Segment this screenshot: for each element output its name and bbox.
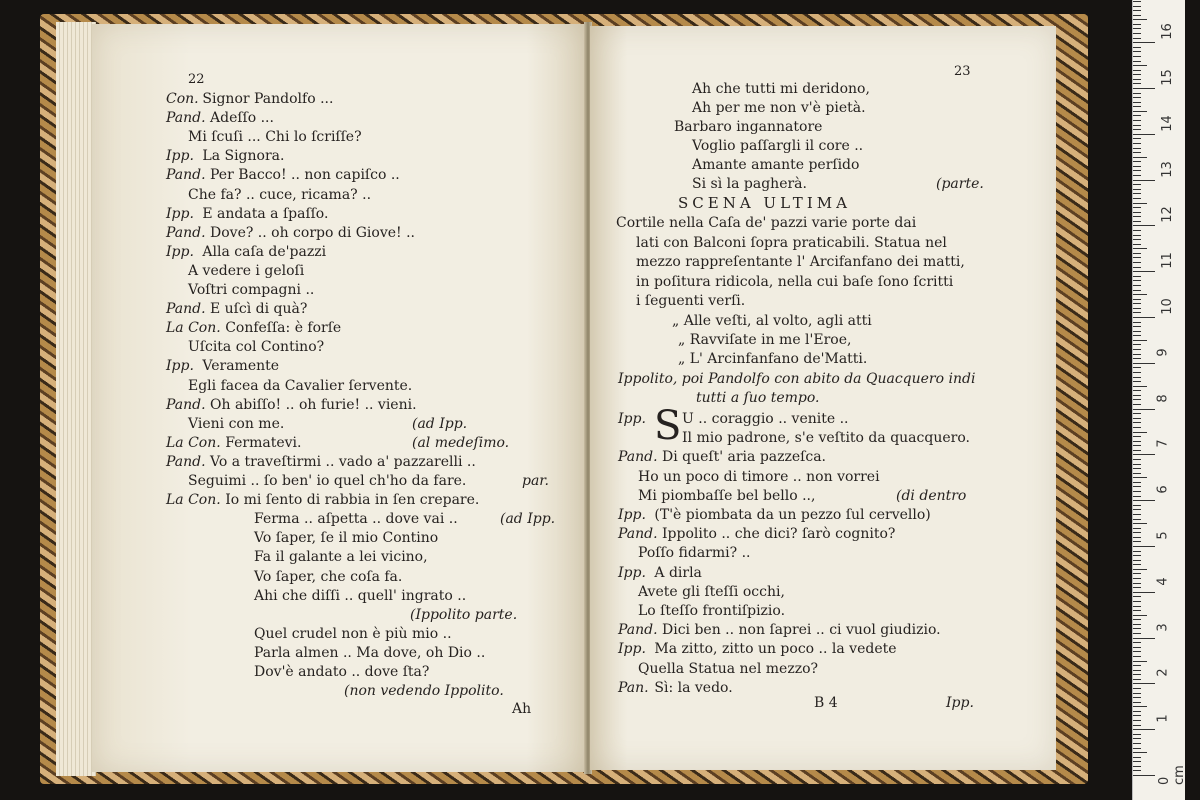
ruler-tick — [1133, 33, 1141, 34]
ruler-tick — [1133, 454, 1155, 455]
ruler-tick — [1133, 74, 1141, 75]
ruler-tick — [1133, 583, 1141, 584]
ruler-tick — [1133, 111, 1147, 112]
page-edges — [56, 22, 96, 776]
text-line: U .. coraggio .. venite .. — [682, 411, 849, 427]
setting-line: i ſeguenti verſi. — [636, 293, 746, 309]
ruler-tick — [1133, 294, 1147, 295]
ruler-tick — [1133, 70, 1141, 71]
ruler-tick — [1133, 331, 1141, 332]
speaker-name: Pand. — [618, 449, 658, 466]
text-line: Vo a traveſtirmi .. vado a' pazzarelli .. — [210, 453, 476, 470]
ruler-tick — [1133, 661, 1147, 662]
speaker-name: Pan. — [618, 679, 649, 696]
speaker-name: Ipp. — [618, 411, 646, 427]
ruler-label: 16 — [1159, 23, 1175, 40]
ruler-tick — [1133, 601, 1141, 602]
ruler-tick — [1133, 693, 1141, 694]
ruler-tick — [1133, 271, 1155, 272]
speaker-name: Pand. — [166, 167, 206, 184]
drop-capital: S — [654, 403, 682, 449]
ruler-tick — [1133, 335, 1141, 336]
ruler-tick — [1133, 129, 1141, 130]
ruler-tick — [1133, 450, 1141, 451]
text-line: Uſcita col Contino? — [188, 339, 325, 356]
ruler-tick — [1133, 175, 1141, 176]
ruler-tick — [1133, 322, 1141, 323]
ruler-tick — [1133, 15, 1141, 16]
text-line: Sì: la vedo. — [654, 679, 733, 696]
stage-direction: (non vedendo Ippolito. — [344, 683, 504, 700]
stage-direction: (Ippolito parte. — [410, 606, 518, 623]
ruler-tick — [1133, 1, 1141, 2]
setting-line: in poſitura ridicola, nella cui baſe ſono ſcritti — [636, 273, 954, 290]
text-line: Di queſt' aria pazzeſca. — [662, 449, 827, 466]
ruler-label: 11 — [1159, 252, 1175, 269]
ruler-tick — [1133, 679, 1141, 680]
speaker-name: Ipp. — [618, 564, 646, 581]
ruler-tick — [1133, 541, 1141, 542]
ruler-tick — [1133, 28, 1141, 29]
ruler-tick — [1133, 432, 1147, 433]
ruler-label: 15 — [1159, 69, 1175, 86]
text-line: Fa il galante a lei vicino, — [254, 549, 428, 566]
text-line: Vo ſaper, ſe il mio Contino — [254, 530, 439, 547]
speaker-name: La Con. — [166, 434, 221, 451]
text-line: Per Bacco! .. non capiſco .. — [210, 167, 400, 184]
ruler-label: 13 — [1159, 160, 1175, 178]
ruler-tick — [1133, 775, 1155, 776]
text-line: Confeſſa: è forſe — [225, 320, 342, 337]
ruler-label: 14 — [1159, 115, 1175, 132]
ruler-tick — [1133, 193, 1141, 194]
ruler-tick — [1133, 138, 1141, 139]
ruler-tick — [1133, 6, 1141, 7]
ruler-tick — [1133, 326, 1141, 327]
text-line: Avete gli ſteſſi occhi, — [638, 583, 785, 600]
stage-direction: (ad Ipp. — [500, 511, 556, 528]
ruler-tick — [1133, 152, 1141, 153]
ruler-label: 7 — [1155, 439, 1171, 449]
ruler-tick — [1133, 633, 1141, 634]
text-line: Dov'è andato .. dove ſta? — [254, 664, 430, 680]
stage-direction: (di dentro — [896, 487, 967, 504]
inscription-line: „ Alle veſti, al volto, agli atti — [672, 313, 872, 329]
speaker-name: Pand. — [166, 396, 206, 413]
setting-line: Cortile nella Caſa de' pazzi varie porte dai — [616, 215, 917, 231]
right-page — [590, 26, 1056, 770]
ruler-tick — [1133, 592, 1155, 593]
ruler-tick — [1133, 505, 1141, 506]
catchword: Ah — [512, 701, 532, 717]
ruler-tick — [1133, 569, 1147, 570]
speaker-name: Pand. — [618, 622, 658, 639]
ruler-tick — [1133, 244, 1141, 245]
ruler-tick — [1133, 711, 1141, 712]
ruler-tick — [1133, 523, 1147, 524]
ruler-label: 10 — [1159, 298, 1175, 315]
text-line: Ippolito .. che dici? ſarò cognito? — [662, 526, 896, 543]
text-line: Vo ſaper, che coſa fa. — [254, 568, 403, 585]
text-line: Fermatevi. — [225, 434, 302, 451]
ruler-tick — [1133, 683, 1155, 684]
ruler-tick — [1133, 486, 1141, 487]
ruler-tick — [1133, 532, 1141, 533]
ruler-tick — [1133, 665, 1141, 666]
ruler-tick — [1133, 19, 1147, 20]
ruler-tick — [1133, 349, 1141, 350]
text-line: Dove? .. oh corpo di Giove! .. — [210, 224, 416, 241]
text-line: E uſcì di quà? — [210, 301, 308, 318]
ruler-tick — [1133, 257, 1141, 258]
ruler-tick — [1133, 422, 1141, 423]
speaker-name: Ipp. — [166, 358, 194, 375]
ruler-label: 9 — [1155, 348, 1171, 357]
text-line: Voglio paſſargli il core .. — [692, 138, 864, 154]
ruler-tick — [1133, 276, 1141, 277]
text-line: La Signora. — [202, 148, 285, 165]
speaker-name: Ipp. — [166, 205, 194, 222]
ruler-tick — [1133, 83, 1141, 84]
text-line: Che fa? .. cuce, ricama? .. — [188, 186, 372, 203]
ruler-tick — [1133, 303, 1141, 304]
ruler-tick — [1133, 115, 1141, 116]
speaker-name: Ipp. — [166, 148, 194, 165]
ruler-tick — [1133, 285, 1141, 286]
ruler-tick — [1133, 413, 1141, 414]
entrance-line: tutti a ſuo tempo. — [696, 390, 820, 406]
ruler-tick — [1133, 477, 1147, 478]
text-line: Quel crudel non è più mio .. — [254, 625, 452, 642]
setting-line: lati con Balconi ſopra praticabili. Statua nel — [636, 234, 947, 251]
ruler-tick — [1133, 464, 1141, 465]
ruler-tick — [1133, 377, 1141, 378]
text-line: Io mi ſento di rabbia in ſen crepare. — [225, 492, 480, 509]
ruler-tick — [1133, 688, 1141, 689]
ruler-tick — [1133, 519, 1141, 520]
text-line: Veramente — [202, 358, 280, 375]
ruler-tick — [1133, 390, 1141, 391]
text-line: Ah che tutti mi deridono, — [692, 81, 870, 97]
ruler-tick — [1133, 459, 1141, 460]
speaker-name: Con. — [166, 91, 199, 107]
ruler-tick — [1133, 367, 1141, 368]
ruler-tick — [1133, 248, 1147, 249]
ruler-tick — [1133, 184, 1141, 185]
ruler-tick — [1133, 496, 1141, 497]
ruler-tick — [1133, 606, 1141, 607]
ruler-tick — [1133, 642, 1141, 643]
ruler-tick — [1133, 395, 1141, 396]
ruler-tick — [1133, 216, 1141, 217]
ruler-tick — [1133, 587, 1141, 588]
speaker-name: Pand. — [166, 224, 206, 241]
text-line: Ahi che diſſi .. quell' ingrato .. — [254, 587, 467, 604]
ruler-tick — [1133, 399, 1141, 400]
ruler-tick — [1133, 757, 1141, 758]
ruler-tick — [1133, 93, 1141, 94]
ruler-tick — [1133, 404, 1141, 405]
stage-direction: (parte. — [936, 176, 984, 192]
ruler-tick — [1133, 363, 1155, 364]
ruler-tick — [1133, 674, 1141, 675]
ruler-tick — [1133, 418, 1141, 419]
setting-line: mezzo rappreſentante l' Arcifanfano dei matti, — [636, 254, 965, 270]
ruler-tick — [1133, 386, 1147, 387]
text-line: Voſtri compagni .. — [188, 282, 315, 298]
ruler-tick — [1133, 230, 1141, 231]
ruler-tick — [1133, 528, 1141, 529]
ruler-tick — [1133, 253, 1141, 254]
ruler-tick — [1133, 317, 1155, 318]
ruler-tick — [1133, 299, 1141, 300]
stage-direction: (al medeſimo. — [412, 434, 510, 451]
text-line: Quella Statua nel mezzo? — [638, 660, 819, 677]
stage-direction: (ad Ipp. — [412, 415, 468, 432]
ruler-tick — [1133, 624, 1141, 625]
ruler-label: 4 — [1155, 577, 1171, 586]
text-line: (T'è piombata da un pezzo ſul cervello) — [654, 507, 931, 523]
speaker-name: Ipp. — [618, 641, 646, 658]
text-line: Si sì la pagherà. — [692, 176, 807, 192]
ruler-tick — [1133, 207, 1141, 208]
ruler-tick — [1133, 24, 1141, 25]
ruler-tick — [1133, 409, 1155, 410]
ruler-tick — [1133, 262, 1141, 263]
ruler-tick — [1133, 47, 1141, 48]
ruler-tick — [1133, 10, 1141, 11]
ruler-tick — [1133, 610, 1141, 611]
text-line: Signor Pandolfo ... — [202, 91, 334, 107]
page-number: 22 — [188, 72, 205, 87]
speaker-name: Pand. — [618, 526, 658, 543]
ruler-tick — [1133, 56, 1141, 57]
ruler-label: 8 — [1155, 393, 1171, 403]
catchword: Ipp. — [946, 695, 974, 711]
ruler-tick — [1133, 161, 1141, 162]
ruler-tick — [1133, 715, 1141, 716]
speaker-name: Pand. — [166, 110, 206, 127]
ruler-tick — [1133, 180, 1155, 181]
ruler-tick — [1133, 97, 1141, 98]
ruler-tick — [1133, 239, 1141, 240]
text-line: Alla caſa de'pazzi — [202, 243, 327, 260]
ruler-tick — [1133, 106, 1141, 107]
speaker-name: Ipp. — [166, 243, 194, 260]
ruler-tick — [1133, 225, 1155, 226]
ruler-tick — [1133, 340, 1147, 341]
ruler-tick — [1133, 702, 1141, 703]
ruler-tick — [1133, 189, 1141, 190]
ruler-tick — [1133, 738, 1141, 739]
ruler-tick — [1133, 752, 1147, 753]
text-line: Il mio padrone, s'e veſtito da quacquero. — [682, 430, 970, 447]
ruler-tick — [1133, 221, 1141, 222]
ruler-tick — [1133, 743, 1141, 744]
text-line: Ah per me non v'è pietà. — [692, 100, 866, 116]
text-line: Barbaro ingannatore — [674, 119, 823, 135]
ruler-tick — [1133, 354, 1141, 355]
signature-mark: B 4 — [814, 695, 838, 711]
ruler-tick — [1133, 729, 1155, 730]
inscription-line: „ Ravviſate in me l'Eroe, — [678, 332, 852, 348]
inscription-line: „ L' Arcinfanfano de'Matti. — [678, 351, 868, 367]
measuring-ruler — [1132, 0, 1185, 800]
ruler-tick — [1133, 372, 1141, 373]
text-line: Ferma .. aſpetta .. dove vai .. — [254, 511, 458, 528]
ruler-tick — [1133, 312, 1141, 313]
text-line: Mi ſcuſi ... Chi lo ſcriſſe? — [188, 129, 362, 146]
ruler-tick — [1133, 427, 1141, 428]
ruler-tick — [1133, 148, 1141, 149]
text-line: Dici ben .. non ſaprei .. ci vuol giudizio. — [662, 622, 941, 639]
ruler-tick — [1133, 267, 1141, 268]
ruler-tick — [1133, 638, 1155, 639]
ruler-label: 3 — [1155, 622, 1171, 632]
ruler-tick — [1133, 670, 1141, 671]
ruler-tick — [1133, 280, 1141, 281]
text-line: Vieni con me. — [188, 415, 285, 432]
ruler-tick — [1133, 436, 1141, 437]
ruler-tick — [1133, 560, 1141, 561]
text-line: Parla almen .. Ma dove, oh Dio .. — [254, 644, 486, 661]
ruler-tick — [1133, 51, 1141, 52]
text-line: Ho un poco di timore .. non vorrei — [638, 468, 880, 485]
ruler-tick — [1133, 198, 1141, 199]
ruler-tick — [1133, 344, 1141, 345]
ruler-tick — [1133, 770, 1141, 771]
ruler-tick — [1133, 615, 1147, 616]
ruler-tick — [1133, 358, 1141, 359]
ruler-tick — [1133, 170, 1141, 171]
ruler-tick — [1133, 120, 1141, 121]
ruler-tick — [1133, 125, 1141, 126]
ruler-label: 1 — [1155, 714, 1171, 723]
ruler-tick — [1133, 500, 1155, 501]
stage-direction: par. — [522, 473, 549, 489]
speaker-name: Pand. — [166, 453, 206, 470]
ruler-tick — [1133, 647, 1141, 648]
text-line: Amante amante perſido — [692, 157, 860, 173]
ruler-tick — [1133, 212, 1141, 213]
ruler-tick — [1133, 445, 1141, 446]
ruler-tick — [1133, 38, 1141, 39]
speaker-name: La Con. — [166, 492, 221, 509]
ruler-tick — [1133, 491, 1141, 492]
ruler-tick — [1133, 564, 1141, 565]
ruler-tick — [1133, 509, 1141, 510]
ruler-tick — [1133, 308, 1141, 309]
ruler-tick — [1133, 79, 1141, 80]
text-line: Adeſſo ... — [210, 110, 274, 127]
text-line: Lo ſteſſo frontiſpizio. — [638, 603, 786, 619]
ruler-label: 0 cm — [1157, 765, 1187, 785]
text-line: E andata a ſpaſſo. — [202, 205, 329, 222]
ruler-label: 12 — [1159, 206, 1175, 224]
ruler-tick — [1133, 551, 1141, 552]
ruler-tick — [1133, 473, 1141, 474]
text-line: Oh abiſſo! .. oh furie! .. vieni. — [210, 396, 417, 413]
ruler-tick — [1133, 766, 1141, 767]
ruler-tick — [1133, 725, 1141, 726]
ruler-tick — [1133, 619, 1141, 620]
ruler-tick — [1133, 628, 1141, 629]
ruler-tick — [1133, 555, 1141, 556]
text-line: Seguimi .. ſo ben' io quel ch'ho da fare. — [188, 473, 467, 489]
text-line: Ma zitto, zitto un poco .. la vedete — [654, 641, 897, 658]
ruler-tick — [1133, 573, 1141, 574]
ruler-tick — [1133, 578, 1141, 579]
ruler-tick — [1133, 203, 1147, 204]
text-line: Egli facea da Cavalier ſervente. — [188, 377, 413, 394]
ruler-tick — [1133, 42, 1155, 43]
ruler-tick — [1133, 134, 1155, 135]
text-line: Poſſo fidarmi? .. — [638, 545, 751, 562]
ruler-tick — [1133, 468, 1141, 469]
ruler-tick — [1133, 381, 1141, 382]
ruler-tick — [1133, 157, 1147, 158]
text-line: Mi piombaſſe bel bello .., — [638, 487, 816, 504]
ruler-tick — [1133, 651, 1141, 652]
ruler-tick — [1133, 65, 1147, 66]
ruler-label: 5 — [1155, 531, 1171, 540]
ruler-tick — [1133, 546, 1155, 547]
left-page — [92, 24, 586, 772]
speaker-name: La Con. — [166, 320, 221, 337]
ruler-tick — [1133, 537, 1141, 538]
text-line: A vedere i geloſi — [188, 262, 305, 279]
ruler-tick — [1133, 482, 1141, 483]
entrance-line: Ippolito, poi Pandolfo con abito da Quacquero indi — [618, 371, 976, 387]
ruler-tick — [1133, 720, 1141, 721]
scene-heading: SCENA ULTIMA — [678, 194, 851, 212]
ruler-tick — [1133, 102, 1141, 103]
ruler-tick — [1133, 61, 1141, 62]
ruler-tick — [1133, 290, 1141, 291]
ruler-tick — [1133, 166, 1141, 167]
text-line: A dirla — [654, 564, 702, 581]
ruler-tick — [1133, 761, 1141, 762]
speaker-name: Ipp. — [618, 507, 646, 523]
ruler-tick — [1133, 235, 1141, 236]
ruler-tick — [1133, 697, 1141, 698]
page-number: 23 — [954, 64, 971, 79]
ruler-tick — [1133, 88, 1155, 89]
ruler-label: 2 — [1155, 668, 1171, 678]
ruler-tick — [1133, 656, 1141, 657]
speaker-name: Pand. — [166, 301, 206, 318]
ruler-tick — [1133, 514, 1141, 515]
ruler-tick — [1133, 734, 1141, 735]
ruler-tick — [1133, 143, 1141, 144]
ruler-tick — [1133, 706, 1147, 707]
ruler-label: 6 — [1155, 485, 1171, 494]
ruler-tick — [1133, 596, 1141, 597]
ruler-tick — [1133, 441, 1141, 442]
ruler-tick — [1133, 748, 1141, 749]
